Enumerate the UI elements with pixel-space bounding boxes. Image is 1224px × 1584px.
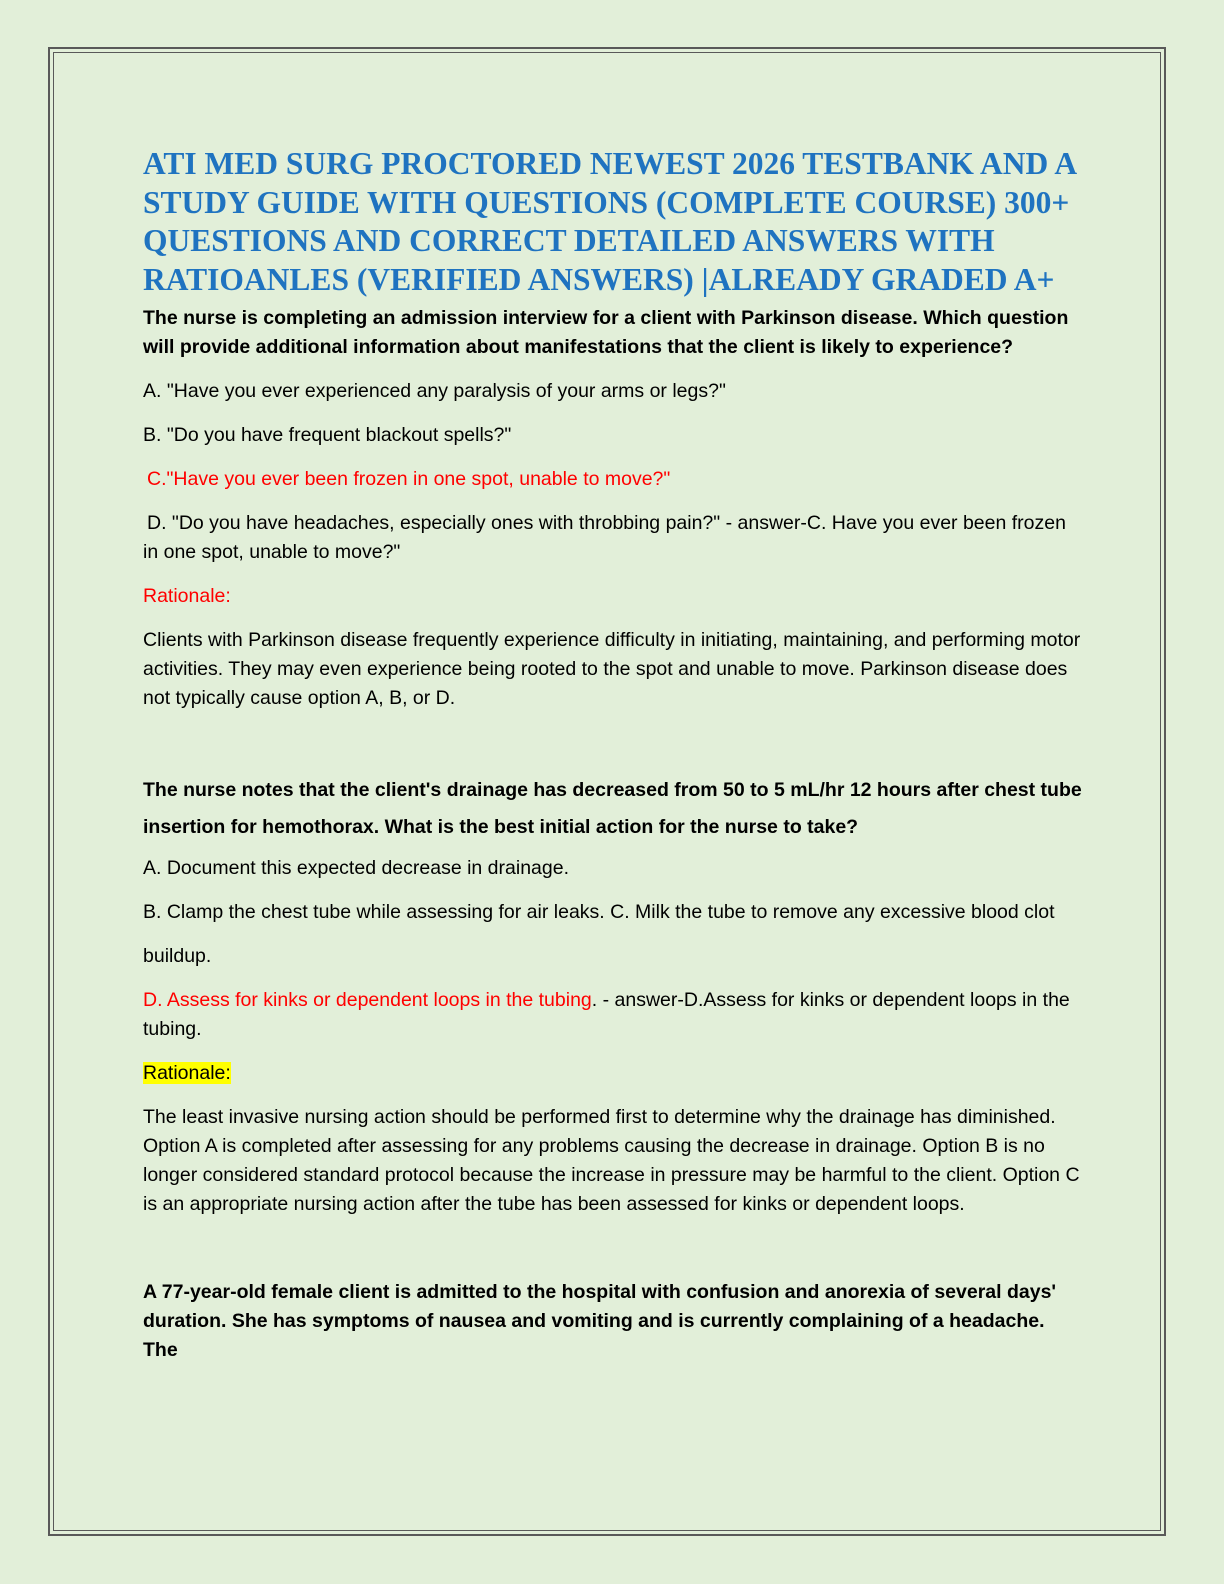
question-1-option-d: D. "Do you have headaches, especially ones with throbbing pain?" - answer-C. Have you ever been frozen in one spot, unable to move?" [143, 512, 1066, 563]
document-content [143, 145, 1083, 1365]
question-2-rationale-label: Rationale: [143, 1062, 231, 1084]
question-2-rationale-label-row [143, 1059, 1083, 1088]
question-1-option-a: A. "Have you ever experienced any paralysis of your arms or legs?" [143, 380, 726, 402]
question-2-rationale: The least invasive nursing action should be performed first to determine why the drainage has diminished. Option A is completed after assessing for any problems causing the decrease in drainage. Option B is no longer considered standard protocol because the increase in pressure may be harmful to the client. Option C is an appropriate nursing action after the tube has been assessed for kinks or dependent loops. [143, 1106, 1080, 1215]
document-title: ATI MED SURG PROCTORED NEWEST 2026 TESTBANK AND A STUDY GUIDE WITH QUESTIONS (COMPLETE COURSE) 300+ QUESTIONS AND CORRECT DETAILED ANSWERS WITH RATIOANLES (VERIFIED ANSWERS) |ALREADY GRADED A+ [143, 146, 1076, 297]
question-2-text: The nurse notes that the client's drainage has decreased from 50 to 5 mL/hr 12 hours after chest tube insertion for hemothorax. What is the best initial action for the nurse to take? [143, 779, 1082, 838]
question-2-option-b-c: B. Clamp the chest tube while assessing for air leaks. C. Milk the tube to remove any excessive blood clot [143, 901, 1055, 923]
question-1-text: The nurse is completing an admission interview for a client with Parkinson disease. Which question will provide additional information about manifestations that the client is likely to experience? [143, 307, 1069, 358]
question-1-rationale-label: Rationale: [143, 585, 231, 607]
question-1-rationale: Clients with Parkinson disease frequently experience difficulty in initiating, maintaining, and performing motor activities. They may even experience being rooted to the spot and unable to move. Parkinson disease does not typically cause option A, B, or D. [143, 629, 1081, 709]
question-2-option-c-continued: buildup. [143, 945, 212, 967]
question-2-option-a: A. Document this expected decrease in drainage. [143, 857, 570, 879]
question-1-option-b: B. "Do you have frequent blackout spells?" [143, 424, 512, 446]
question-2-option-d-correct: D. Assess for kinks or dependent loops in the tubing [143, 989, 592, 1011]
question-1-option-c-correct: C."Have you ever been frozen in one spot, unable to move?" [147, 468, 671, 490]
question-2-option-d-answer: . - answer-D.Assess for kinks or dependent loops in the tubing. [143, 989, 1070, 1040]
question-2-option-d [143, 986, 1083, 1044]
question-3-text: A 77-year-old female client is admitted to the hospital with confusion and anorexia of several days' duration. She has symptoms of nausea and vomiting and is currently complaining of a headache. The [143, 1281, 1057, 1361]
